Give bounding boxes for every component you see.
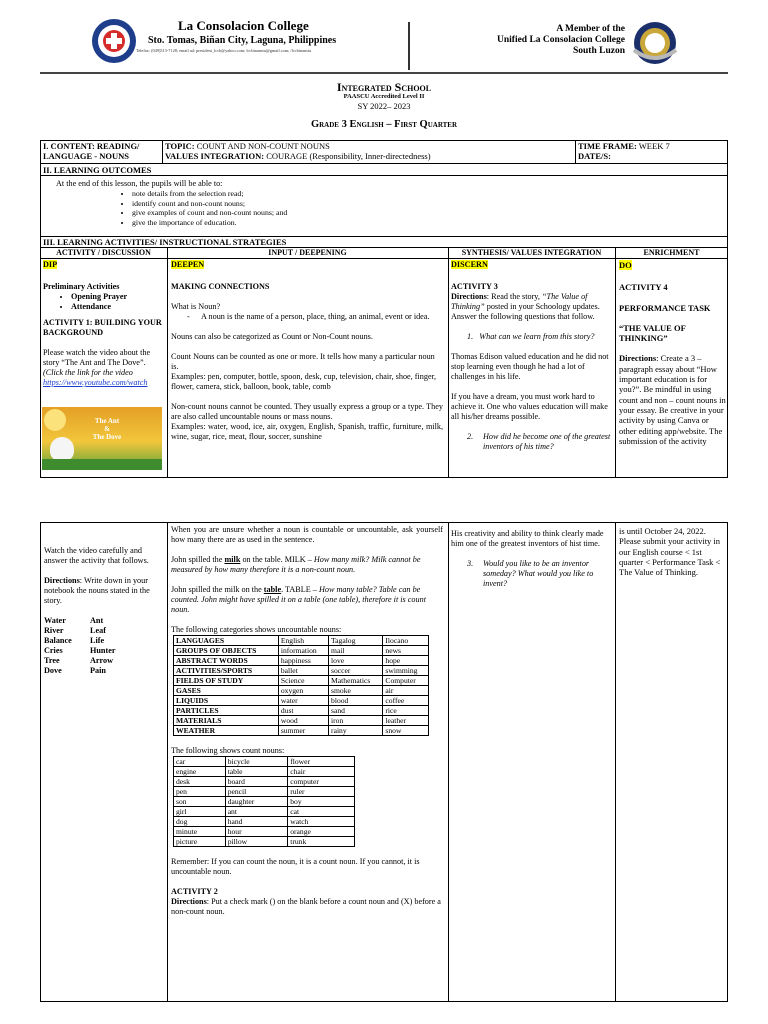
tag-deepen: DEEPEN — [171, 260, 205, 269]
col3-bottom — [451, 529, 611, 589]
header-rule — [40, 72, 728, 74]
topic-value: COUNT AND NON-COUNT NOUNS — [196, 141, 330, 151]
ground — [42, 459, 162, 470]
table-cell: ACTIVITIES/SPORTS — [174, 666, 279, 676]
table-cell: bicycle — [225, 757, 288, 767]
table-row — [174, 797, 355, 807]
prelim-item: • Attendance — [71, 302, 165, 312]
table-row — [174, 726, 429, 736]
time-label: TIME FRAME: — [578, 141, 637, 151]
activities-heading: III. LEARNING ACTIVITIES/ INSTRUCTIONAL STRATEGIES — [43, 237, 287, 247]
col4-bottom — [619, 526, 726, 577]
college-seal-logo — [90, 17, 138, 65]
noun-categories: Nouns can also be categorized as Count or Non-Count nouns. — [171, 332, 373, 341]
table-row — [174, 787, 355, 797]
outcome-item: • note details from the selection read; — [132, 189, 287, 199]
grade-title: Grade 3 English – First Quarter — [310, 119, 458, 130]
thumbnail-sun — [44, 409, 66, 431]
table-cell: watch — [288, 817, 355, 827]
making-connections: MAKING CONNECTIONS — [171, 282, 270, 291]
unsure-text: When you are unsure whether a noun is countable or uncountable, ask yourself how many there are as used in the sentence. — [171, 525, 443, 544]
table-cell: news — [383, 646, 429, 656]
outcome-item: • identify count and non-count nouns; — [132, 199, 287, 209]
uncountable-nouns-table — [173, 635, 429, 736]
table-cell: mail — [329, 646, 383, 656]
col-header-enrichment: ENRICHMENT — [643, 248, 700, 257]
table-cell: oxygen — [278, 686, 328, 696]
table-cell: desk — [174, 777, 226, 787]
table-cell: wood — [278, 716, 328, 726]
table-cell: swimming — [383, 666, 429, 676]
watch-italic: (Click the link for the video — [43, 368, 133, 377]
question-2: 2. How did he become one of the greatest inventors of his time? — [467, 432, 611, 451]
activity1-title: ACTIVITY 1: BUILDING YOUR BACKGROUND — [43, 318, 162, 337]
table-row — [174, 686, 429, 696]
outcome-item: • give examples of count and non-count nouns; and — [132, 208, 287, 218]
college-contact: Telefax: (049)513-7128; email ad: president_lccb@yahoo.com; lccbinanstu@gmail.com; /lccbinanstu — [136, 48, 312, 53]
act1-dir-label: Directions — [44, 576, 80, 585]
time-value: WEEK 7 — [638, 141, 670, 151]
table-row — [174, 767, 355, 777]
table-row — [174, 676, 429, 686]
watch-text: Please watch the video about the story “The Ant and The Dove”. — [43, 348, 151, 367]
accreditation: PAASCU Accredited Level II — [343, 93, 425, 100]
table-cell: engine — [174, 767, 226, 777]
table-cell: iron — [329, 716, 383, 726]
col2-top: DEEPEN MAKING CONNECTIONS What is Noun? - A noun is the name of a person, place, thing, an animal, event or idea. Nouns can also be categorized as Count or Non-Count nouns. Count Nouns can be counted as one or more. It tells how many a particular noun is. Examples: pen, computer, bottle, spoon, desk, cup, television, chair, shoe, finger, flower, camera, stick, balloon, book, table, comb Non-count nouns cannot be counted. They usually express a group or a type. They are also called uncountable nouns or mass nouns. Examples: water, wood, ice, air, oxygen, English, Spanish, traffic, furniture, milk, wine, sugar, rice, meat, flour, soccer, sunshine — [171, 260, 443, 441]
act2-directions: : Put a check mark () on the blank before a count noun and (X) before a non-count noun. — [171, 897, 441, 916]
table-row — [174, 646, 429, 656]
col2-bottom — [171, 525, 443, 917]
watch-instructions: Watch the video carefully and answer the activity that follows. — [44, 546, 149, 565]
table-cell: Mathematics — [329, 676, 383, 686]
table-row — [174, 827, 355, 837]
member-line-1: A Member of the — [556, 24, 625, 34]
col-header-input: INPUT / DEEPENING — [268, 248, 347, 257]
table-cell: happiness — [278, 656, 328, 666]
table-cell: boy — [288, 797, 355, 807]
act1-directions: : Write down in your notebook the nouns stated in the story. — [44, 576, 150, 605]
count-nouns-table — [173, 756, 355, 847]
tag-discern: DISCERN — [451, 260, 488, 269]
table-cell: sand — [329, 706, 383, 716]
remember-note: Remember: If you can count the noun, it is a count noun. If you cannot, it is uncountable noun. — [171, 857, 420, 876]
table-cell: dust — [278, 706, 328, 716]
question-1: 1. What can we learn from this story? — [467, 332, 595, 341]
col-header-activity: ACTIVITY / DISCUSSION — [56, 248, 151, 257]
table-cell: air — [383, 686, 429, 696]
table-cell: rainy — [329, 726, 383, 736]
table-row — [174, 706, 429, 716]
table-cell: trunk — [288, 837, 355, 847]
table-cell: Science — [278, 676, 328, 686]
col1-top — [43, 260, 165, 388]
act4-directions: : Create a 3 – paragraph essay about “How important education is for you?”. Be mindful in using count and non – count nouns in your essay. Be creative in your activity by using Canva or other editing app/website. The submission of the activity — [619, 353, 726, 446]
table-cell: board — [225, 777, 288, 787]
table-cell: Computer — [383, 676, 429, 686]
header-divider — [408, 22, 410, 70]
table-cell: love — [329, 656, 383, 666]
table-cell: information — [278, 646, 328, 656]
table-cell: LANGUAGES — [174, 636, 279, 646]
table-cell: water — [278, 696, 328, 706]
table-cell: Ilocano — [383, 636, 429, 646]
thumbnail-title: The Ant & The Dove — [92, 417, 122, 441]
dove-figure — [50, 437, 74, 461]
member-line-3: South Luzon — [572, 46, 625, 56]
table-cell: LIQUIDS — [174, 696, 279, 706]
video-thumbnail[interactable] — [42, 407, 162, 470]
activity3-title: ACTIVITY 3 — [451, 282, 498, 291]
table-row — [174, 837, 355, 847]
table-cell: Tagalog — [329, 636, 383, 646]
table-cell: blood — [329, 696, 383, 706]
col3-top: DISCERN ACTIVITY 3 Directions: Read the story, “The Value of Thinking” posted in your Schoology updates. Answer the following questions that follow. 1. What can we learn from this story? Thomas Edison valued education and he did not stop learning even though he had a lot of challenges in his life. If you have a dream, you must work hard to achieve it. One who values education will make all his/her dreams possible. 2. How did he become one of the greatest inventors of his time? — [451, 260, 611, 451]
col4-top — [619, 260, 726, 446]
table-cell: hour — [225, 827, 288, 837]
noun-definition: A noun is the name of a person, place, thing, an animal, event or idea. — [201, 312, 430, 321]
performance-task: PERFORMANCE TASK — [619, 302, 711, 313]
outcomes-heading: II. LEARNING OUTCOMES — [43, 165, 152, 175]
prelim-title: Preliminary Activities — [43, 282, 120, 291]
school-title: Integrated School — [336, 80, 432, 94]
table-cell: picture — [174, 837, 226, 847]
noncount-noun-def: Non-count nouns cannot be counted. They usually express a group or a type. They are also called uncountable nouns or mass nouns. — [171, 402, 443, 421]
table-cell: PARTICLES — [174, 706, 279, 716]
table-cell: FIELDS OF STUDY — [174, 676, 279, 686]
table-row — [174, 716, 429, 726]
table-cell: soccer — [329, 666, 383, 676]
activity2-title: ACTIVITY 2 — [171, 887, 218, 896]
answer-3: His creativity and ability to think clearly made him one of the greatest inventors of hist time. — [451, 529, 604, 548]
college-address: Sto. Tomas, Biñan City, Laguna, Philippines — [148, 35, 337, 46]
task-title: “THE VALUE OF THINKING” — [619, 322, 686, 344]
page-1 — [0, 0, 768, 478]
table-row — [174, 636, 429, 646]
topic-label: TOPIC: — [165, 141, 195, 151]
table-cell: dog — [174, 817, 226, 827]
dates-label: DATE/S: — [578, 151, 611, 161]
table-cell: cat — [288, 807, 355, 817]
values-value: COURAGE (Responsibility, Inner-directedness) — [266, 151, 431, 161]
table-row — [174, 696, 429, 706]
table-cell: ant — [225, 807, 288, 817]
table-cell: car — [174, 757, 226, 767]
table-cell: chair — [288, 767, 355, 777]
table-cell: WEATHER — [174, 726, 279, 736]
school-year: SY 2022– 2023 — [357, 101, 411, 111]
table-cell: hope — [383, 656, 429, 666]
college-name: La Consolacion College — [178, 18, 309, 33]
unified-consortium-logo — [632, 20, 678, 66]
table-cell: hand — [225, 817, 288, 827]
table-cell: flower — [288, 757, 355, 767]
table-cell: girl — [174, 807, 226, 817]
outcome-item: • give the importance of education. — [132, 218, 287, 228]
table-cell: pen — [174, 787, 226, 797]
milk-example: John spilled the milk on the table. MILK – How many milk? Milk cannot be measured by how many therefore it is a non-count noun. — [171, 555, 421, 574]
table-cell: computer — [288, 777, 355, 787]
content-label: I. CONTENT: READING/ LANGUAGE - NOUNS — [43, 141, 140, 161]
nouns-list: Water Ant River Leaf Balance Life Cries Hunter Tree Arrow Dove Pain — [44, 616, 116, 675]
table-cell: minute — [174, 827, 226, 837]
table-row — [174, 817, 355, 827]
question-3: 3. Would you like to be an inventor someday? What would you like to invent? — [467, 559, 594, 588]
member-line-2: Unified La Consolacion College — [497, 35, 625, 45]
content-cell — [43, 141, 160, 161]
tag-do: DO — [619, 260, 632, 270]
table-cell: summer — [278, 726, 328, 736]
table-cell: coffee — [383, 696, 429, 706]
outcomes-list — [116, 189, 287, 227]
tag-dip: DIP — [43, 260, 58, 269]
table-cell: daughter — [225, 797, 288, 807]
table-cell: pillow — [225, 837, 288, 847]
submission-details: is until October 24, 2022. Please submit your activity in our English course < 1st quarter < Performance Task < The Value of Thinking. — [619, 526, 721, 578]
page-2 — [0, 522, 768, 1002]
answer-2: If you have a dream, you must work hard to achieve it. One who values education will make all his/her dreams possible. — [451, 392, 608, 421]
table-cell: English — [278, 636, 328, 646]
table-row — [174, 777, 355, 787]
count-noun-examples: Examples: pen, computer, bottle, spoon, desk, cup, television, chair, shoe, finger, flower, camera, stick, balloon, book, table, comb — [171, 372, 437, 391]
what-is-noun: What is Noun? — [171, 302, 221, 311]
count-noun-def: Count Nouns can be counted as one or more. It tells how many a particular noun is. — [171, 352, 435, 371]
uncountable-intro: The following categories shows uncountable nouns: — [171, 625, 342, 634]
table-cell: MATERIALS — [174, 716, 279, 726]
video-link[interactable]: https://www.youtube.com/watch — [43, 378, 148, 387]
table-cell: GASES — [174, 686, 279, 696]
table-cell: smoke — [329, 686, 383, 696]
act4-dir-label: Directions — [619, 353, 657, 364]
table-cell: ABSTRACT WORDS — [174, 656, 279, 666]
answer-1: Thomas Edison valued education and he did not stop learning even though he had a lot of challenges in his life. — [451, 352, 609, 381]
table-cell: table — [225, 767, 288, 777]
act2-dir-label: Directions — [171, 897, 207, 906]
table-row — [174, 656, 429, 666]
table-cell: son — [174, 797, 226, 807]
table-cell: pencil — [225, 787, 288, 797]
table-cell: orange — [288, 827, 355, 837]
time-cell — [578, 141, 726, 161]
table-row — [174, 757, 355, 767]
col1-bottom — [44, 546, 164, 676]
act3-dir-label: Directions — [451, 292, 487, 301]
outcomes-intro: At the end of this lesson, the pupils will be able to: — [56, 179, 223, 188]
countable-intro: The following shows count nouns: — [171, 746, 285, 755]
table-cell: ruler — [288, 787, 355, 797]
activity4-title: ACTIVITY 4 — [619, 282, 668, 293]
noncount-noun-examples: Examples: water, wood, ice, air, oxygen, English, Spanish, traffic, furniture, milk, wine, sugar, rice, meat, flour, soccer, sunshine — [171, 422, 443, 441]
table-row — [174, 807, 355, 817]
table-cell: rice — [383, 706, 429, 716]
story-title: “The Value of Thinking” — [451, 292, 588, 311]
table-cell: snow — [383, 726, 429, 736]
topic-cell — [165, 141, 570, 161]
table-cell: leather — [383, 716, 429, 726]
prelim-item: • Opening Prayer — [71, 292, 165, 302]
table-cell: ballet — [278, 666, 328, 676]
values-label: VALUES INTEGRATION: — [165, 151, 265, 161]
table-cell: GROUPS OF OBJECTS — [174, 646, 279, 656]
table-row — [174, 666, 429, 676]
table-example: John spilled the milk on the table. TABLE – How many table? Table can be counted. John might have spilled it on a table (one table), therefore it is count noun. — [171, 585, 426, 614]
col-header-synthesis: SYNTHESIS/ VALUES INTEGRATION — [461, 248, 602, 257]
